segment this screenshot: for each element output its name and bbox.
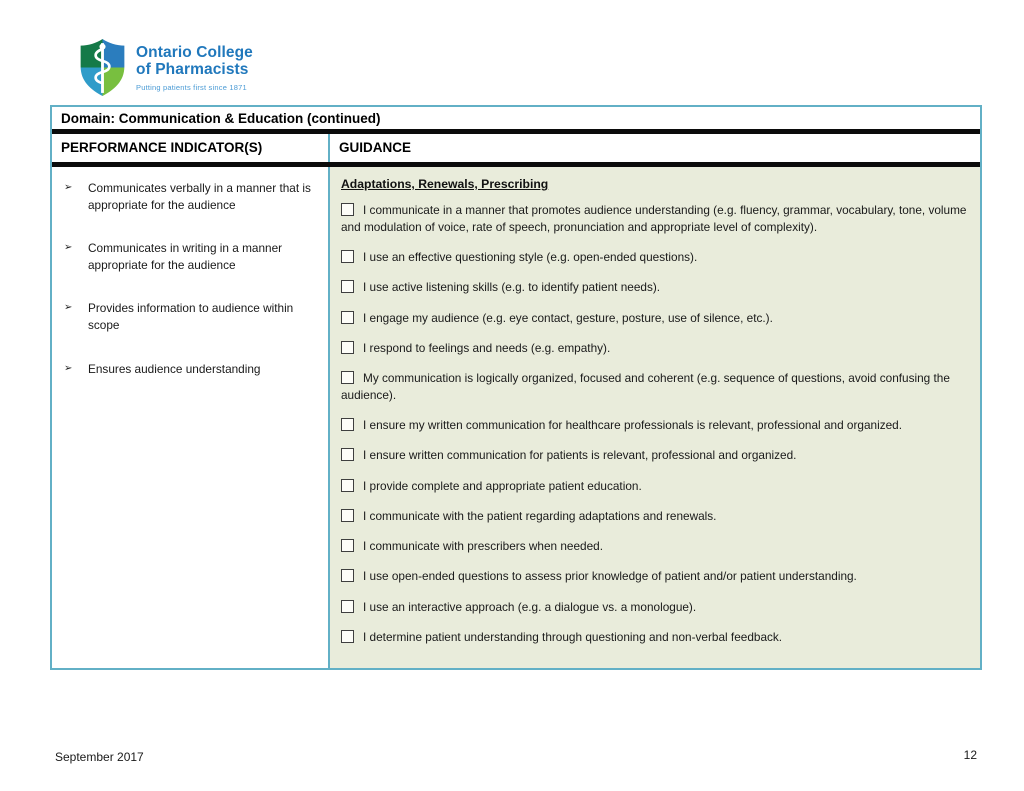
performance-indicators-header: PERFORMANCE INDICATOR(S) [52,134,330,162]
competency-table [50,105,982,670]
indicator-item [62,240,318,274]
checkbox[interactable] [341,311,354,324]
arrow-bullet-icon: ➢ [64,362,73,374]
guidance-check-item [341,417,968,434]
indicator-text: Provides information to audience within scope [88,301,294,333]
checkbox[interactable] [341,630,354,643]
check-item-text: I use an interactive approach (e.g. a dialogue vs. a monologue). [363,599,697,614]
guidance-check-item [341,568,968,585]
check-item-text: I ensure written communication for patients is relevant, professional and organized. [363,448,797,463]
check-item-text: I determine patient understanding through questioning and non-verbal feedback. [363,629,783,644]
check-item-text: I engage my audience (e.g. eye contact, gesture, posture, use of silence, etc.). [363,310,773,325]
checkbox[interactable] [341,539,354,552]
indicator-item [62,361,318,378]
logo-text [136,38,253,97]
guidance-section-heading: Adaptations, Renewals, Prescribing [341,177,549,191]
ocp-logo [78,38,253,97]
checkbox[interactable] [341,250,354,263]
logo-tagline: Putting patients first since 1871 [136,82,247,92]
footer-date: September 2017 [55,750,144,764]
guidance-check-item [341,629,968,646]
guidance-check-item [341,447,968,464]
guidance-check-item [341,310,968,327]
check-item-text: I communicate in a manner that promotes audience understanding (e.g. fluency, grammar, vocabulary, tone, volume and modulation of voice, rate of speech, pronunciation and appropriate level of complexity). [341,203,967,234]
guidance-header: GUIDANCE [339,140,412,155]
arrow-bullet-icon: ➢ [64,302,73,314]
guidance-check-item [341,370,968,404]
guidance-checklist [341,202,968,646]
table-body-row [52,167,980,668]
performance-indicators-cell [52,167,330,668]
guidance-check-item [341,538,968,555]
arrow-bullet-icon: ➢ [64,182,73,193]
check-item-text: I use open-ended questions to assess prior knowledge of patient and/or patient understanding. [363,569,857,584]
indicator-text: Ensures audience understanding [88,361,261,376]
arrow-bullet-icon: ➢ [64,242,73,254]
check-item-text: I communicate with prescribers when needed. [363,539,603,553]
check-item-text: I use active listening skills (e.g. to identify patient needs). [363,280,661,295]
guidance-check-item [341,279,968,296]
check-item-text: My communication is logically organized, focused and coherent (e.g. sequence of questions, avoid confusing the audience). [341,371,950,402]
checkbox[interactable] [341,203,354,216]
domain-title-row: Domain: Communication & Education (continued) [52,107,980,129]
guidance-check-item [341,508,968,525]
guidance-check-item [341,478,968,495]
checkbox[interactable] [341,371,354,384]
guidance-check-item [341,340,968,357]
checkbox[interactable] [341,418,354,431]
checkbox[interactable] [341,341,354,354]
check-item-text: I provide complete and appropriate patient education. [363,478,642,493]
guidance-cell [330,167,980,668]
ocp-shield-icon [78,38,127,97]
logo-title-line1: Ontario College [136,44,253,61]
checkbox[interactable] [341,280,354,293]
logo-title-line2: of Pharmacists [136,61,249,79]
indicator-text: Communicates verbally in a manner that is appropriate for the audience [88,181,311,213]
check-item-text: I respond to feelings and needs (e.g. empathy). [363,340,611,355]
guidance-check-item [341,249,968,266]
checkbox[interactable] [341,600,354,613]
guidance-check-item [341,599,968,616]
checkbox[interactable] [341,509,354,522]
indicator-item [62,180,318,214]
check-item-text: I use an effective questioning style (e.g. open-ended questions). [363,250,698,264]
checkbox[interactable] [341,448,354,461]
checkbox[interactable] [341,569,354,582]
check-item-text: I ensure my written communication for healthcare professionals is relevant, professional and organized. [363,418,902,432]
indicator-item [62,300,318,334]
table-header-row [52,134,980,162]
footer-page-number: 12 [963,748,977,762]
guidance-check-item [341,202,968,236]
checkbox[interactable] [341,479,354,492]
indicator-text: Communicates in writing in a manner appropriate for the audience [88,241,283,273]
check-item-text: I communicate with the patient regarding adaptations and renewals. [363,508,717,523]
